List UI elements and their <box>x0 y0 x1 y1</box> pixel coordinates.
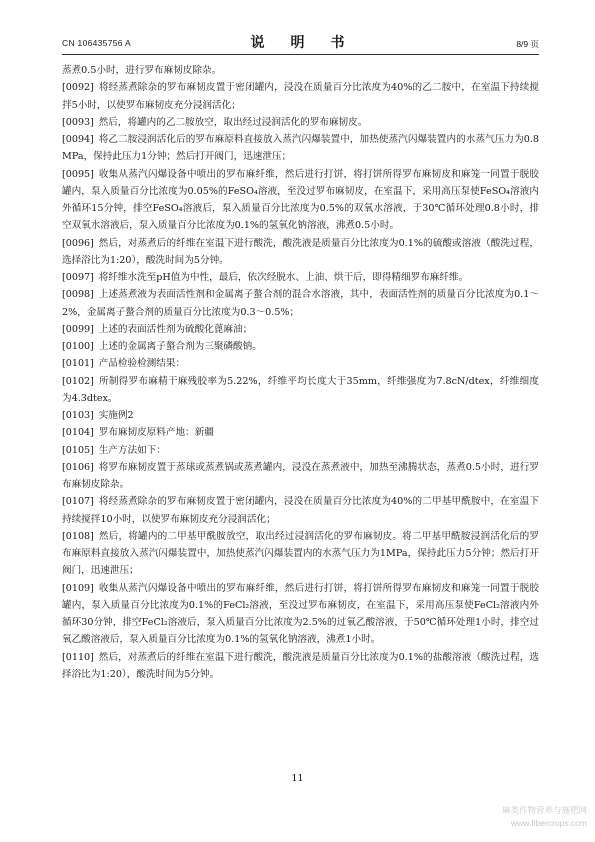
paragraph-text: 收集从蒸汽闪爆设备中喷出的罗布麻纤维，然后进行打饼，将打饼所得罗布麻韧皮和麻笼一同置于脱胶罐内，泵入质量百分比浓度为0.1%的FeCl₂溶液，至没过罗布麻韧皮，在室温下，采用高压泵使FeCl₂溶液内外循环30分钟，排空FeCl₂溶液后，泵入质量百分比浓度为2.5%的过氧乙酸溶液，于50℃循环处理1小时，排空过氧乙酸溶液后，泵入质量百分比浓度为0.1%的氢氧化钠溶液，沸煮1小时。 <box>62 582 539 646</box>
paragraph-number: [0098] <box>62 289 94 301</box>
paragraph-text: 然后，将罐内的二甲基甲酰胺放空，取出经过浸润活化的罗布麻韧皮。将二甲基甲酰胺浸润活化后的罗布麻原料直接放入蒸汽闪爆装置中，加热使蒸汽闪爆装置内的水蒸气压力为1MPa，保持此压力5分钟；然后打开阀门，迅速泄压； <box>62 530 539 577</box>
document-title: 说 明 书 <box>250 35 351 51</box>
paragraph-text: 将乙二胺浸润活化后的罗布麻原料直接放入蒸汽闪爆装置中，加热使蒸汽闪爆装置内的水蒸气压力为0.8MPa，保持此压力1分钟；然后打开阀门，迅速泄压； <box>62 134 539 163</box>
paragraph-number: [0103] <box>62 410 94 421</box>
watermark-title: 麻类作物营养与施肥网 <box>501 805 587 815</box>
paragraph-number: [0094] <box>62 134 94 145</box>
paragraph <box>62 235 539 270</box>
paragraph <box>62 407 539 424</box>
paragraph <box>62 114 539 131</box>
paragraph-number: [0100] <box>62 341 94 352</box>
paragraph-text: 生产方法如下： <box>98 444 166 456</box>
document-body <box>62 62 539 683</box>
paragraph <box>62 166 539 235</box>
paragraph-text: 上述的表面活性剂为硫酸化蓖麻油； <box>98 323 253 335</box>
paragraph-text: 上述蒸煮液为表面活性剂和金属离子螯合剂的混合水溶液，其中，表面活性剂的质量百分比浓度为0.1～2%，金属离子螯合剂的质量百分比浓度为0.3～0.5%； <box>62 289 539 318</box>
paragraph-number: [0108] <box>62 530 94 542</box>
paragraph-text: 罗布麻韧皮原料产地：新疆 <box>98 427 214 439</box>
paragraph <box>62 424 539 441</box>
paragraph-number: [0102] <box>62 375 94 387</box>
paragraph-number: [0092] <box>62 82 94 94</box>
paragraph-text: 将经蒸煮除杂的罗布麻韧皮置于密闭罐内，浸没在质量百分比浓度为40%的二甲基甲酰胺中，在室温下持续搅拌10小时，以使罗布麻韧皮充分浸润活化； <box>62 496 539 525</box>
paragraph-number: [0093] <box>62 116 94 128</box>
paragraph-number: [0095] <box>62 168 94 180</box>
paragraph-number: [0105] <box>62 444 94 456</box>
paragraph-text: 然后，对蒸煮后的纤维在室温下进行酸洗，酸洗液是质量百分比浓度为0.1%的盐酸溶液（酸洗过程，选择浴比为1:20），酸洗时间为5分钟。 <box>62 651 539 680</box>
paragraph-text: 收集从蒸汽闪爆设备中喷出的罗布麻纤维，然后进行打饼，将打饼所得罗布麻韧皮和麻笼一同置于脱胶罐内，泵入质量百分比浓度为0.05%的FeSO₄溶液，至没过罗布麻韧皮，在室温下，采用高压泵使FeSO₄溶液内外循环15分钟，排空FeSO₄溶液后，泵入质量百分比浓度为0.5%的双氧水溶液，于30℃循环处理0.8小时，排空双氧水溶液后，泵入质量百分比浓度为0.1%的氢氧化钠溶液，沸煮0.5小时。 <box>62 168 539 232</box>
paragraph-text: 实施例2 <box>98 410 134 421</box>
paragraph-text: 将纤维水洗至pH值为中性，最后，依次经脱水、上油、烘干后，即得精细罗布麻纤维。 <box>98 272 469 283</box>
paragraph <box>62 79 539 114</box>
paragraph-number: [0101] <box>62 358 94 370</box>
paragraph-text: 产品检验检测结果： <box>98 358 186 370</box>
paragraph <box>62 355 539 372</box>
paragraph-number: [0096] <box>62 237 94 249</box>
paragraph <box>62 442 539 459</box>
paragraph-number: [0097] <box>62 272 94 283</box>
paragraph <box>62 269 539 286</box>
paragraph <box>62 321 539 338</box>
paragraph-text: 将罗布麻韧皮置于蒸球或蒸煮锅或蒸煮罐内，浸没在蒸煮液中，加热至沸腾状态，蒸煮0.5小时，进行罗布麻韧皮除杂。 <box>62 461 539 490</box>
document-header <box>62 32 539 55</box>
watermark-url: www.fibercrops.com <box>510 818 587 828</box>
watermark <box>502 804 587 830</box>
paragraph <box>62 131 539 166</box>
paragraph <box>62 580 539 649</box>
page-indicator: 8/9 页 <box>516 39 539 49</box>
paragraph-number: [0107] <box>62 496 94 508</box>
paragraph-text: 将经蒸煮除杂的罗布麻韧皮置于密闭罐内，浸没在质量百分比浓度为40%的乙二胺中，在室温下持续搅拌5小时，以使罗布麻韧皮充分浸润活化； <box>62 82 539 111</box>
paragraph <box>62 493 539 528</box>
paragraph-text: 然后，将罐内的乙二胺放空，取出经过浸润活化的罗布麻韧皮。 <box>98 116 368 128</box>
paragraph-text: 所制得罗布麻精干麻残胶率为5.22%，纤维平均长度大于35mm，纤维强度为7.8cN/dtex，纤维细度为4.3dtex。 <box>62 375 539 404</box>
paragraph-text: 然后，对蒸煮后的纤维在室温下进行酸洗，酸洗液是质量百分比浓度为0.1%的硫酸或溶液（酸洗过程，选择浴比为1:20），酸洗时间为5分钟。 <box>62 237 539 266</box>
paragraph-number: [0104] <box>62 427 94 439</box>
paragraph <box>62 528 539 580</box>
paragraph-text: 蒸煮0.5小时，进行罗布麻韧皮除杂。 <box>62 65 222 76</box>
paragraph-number: [0099] <box>62 323 94 335</box>
paragraph <box>62 338 539 355</box>
paragraph-number: [0106] <box>62 461 94 473</box>
paragraph-number: [0110] <box>62 651 94 663</box>
paragraph <box>62 373 539 408</box>
paragraph <box>62 286 539 321</box>
paragraph <box>62 649 539 684</box>
paragraph-number: [0109] <box>62 582 94 594</box>
paragraph-text: 上述的金属离子螯合剂为三聚磷酸钠。 <box>98 341 262 352</box>
page-number: 11 <box>291 773 304 784</box>
paragraph <box>62 62 539 79</box>
patent-number: CN 106435756 A <box>62 38 131 48</box>
paragraph <box>62 459 539 494</box>
